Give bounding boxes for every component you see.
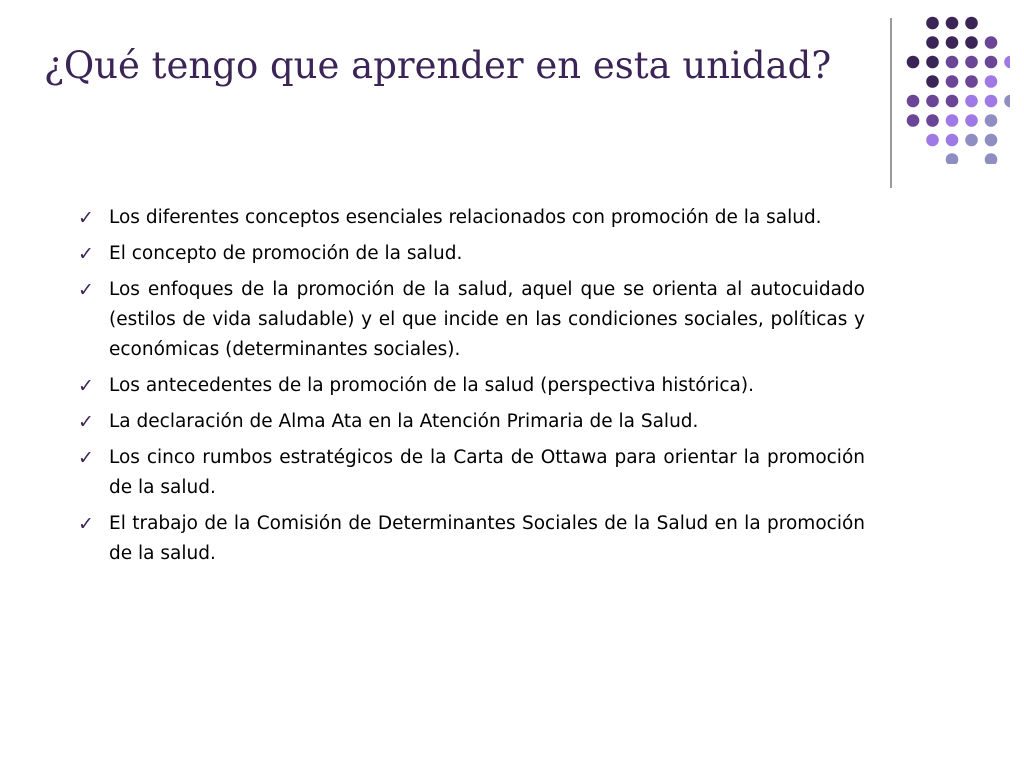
bullet-text: Los cinco rumbos estratégicos de la Carta de Ottawa para orientar la promoción de la salud. (109, 447, 865, 498)
decorative-dot (985, 134, 998, 147)
decorative-dot (946, 95, 959, 108)
decorative-dot (946, 134, 959, 147)
decorative-dot (907, 114, 920, 127)
bullet-text: El trabajo de la Comisión de Determinantes Sociales de la Salud en la promoción de la salud. (109, 513, 865, 564)
decorative-dot (946, 114, 959, 127)
decorative-dot (946, 56, 959, 69)
bullet-item (78, 203, 865, 233)
check-icon: ✓ (78, 447, 94, 469)
bullet-item (78, 443, 865, 503)
bullet-item (78, 275, 865, 365)
decorative-dot (926, 36, 939, 49)
decorative-dot (965, 36, 978, 49)
decorative-dot (926, 95, 939, 108)
bullet-text: Los diferentes conceptos esenciales relacionados con promoción de la salud. (109, 207, 822, 228)
check-icon: ✓ (78, 375, 94, 397)
check-icon: ✓ (78, 207, 94, 229)
check-icon: ✓ (78, 411, 94, 433)
decorative-dot (965, 17, 978, 30)
decorative-dot (926, 17, 939, 30)
check-icon: ✓ (78, 279, 94, 301)
decorative-dot (907, 95, 920, 108)
bullet-text: El concepto de promoción de la salud. (109, 243, 463, 264)
decorative-dot (965, 95, 978, 108)
decorative-dot (1004, 56, 1010, 69)
bullet-item (78, 509, 865, 569)
decorative-dot (965, 134, 978, 147)
decorative-dot (985, 75, 998, 88)
decorative-dot (946, 36, 959, 49)
decorative-dot (946, 17, 959, 30)
bullet-text: Los antecedentes de la promoción de la salud (perspectiva histórica). (109, 375, 754, 396)
bullet-list (78, 203, 865, 575)
decorative-dot (965, 114, 978, 127)
decorative-dot-grid (906, 16, 1010, 164)
slide-title: ¿Qué tengo que aprender en esta unidad? (44, 44, 832, 87)
decorative-dot (985, 36, 998, 49)
bullet-item (78, 371, 865, 401)
decorative-dot (926, 114, 939, 127)
decorative-dot (926, 134, 939, 147)
check-icon: ✓ (78, 243, 94, 265)
decorative-dot (946, 153, 959, 164)
decorative-dot (965, 75, 978, 88)
decorative-dot (926, 56, 939, 69)
bullet-item (78, 407, 865, 437)
bullet-text: La declaración de Alma Ata en la Atención Primaria de la Salud. (109, 411, 699, 432)
bullet-text: Los enfoques de la promoción de la salud, aquel que se orienta al autocuidado (estilos de vida saludable) y el que incide en las condiciones sociales, políticas y económicas (determinantes sociales). (109, 279, 865, 360)
decorative-dot (946, 75, 959, 88)
decorative-dot (926, 75, 939, 88)
decorative-dot (965, 56, 978, 69)
check-icon: ✓ (78, 513, 94, 535)
decorative-dot (985, 153, 998, 164)
bullet-item (78, 239, 865, 269)
decorative-dot (985, 95, 998, 108)
vertical-divider (890, 18, 892, 188)
decorative-dot (907, 56, 920, 69)
decorative-dot (1004, 95, 1010, 108)
decorative-dot (985, 114, 998, 127)
decorative-dot (985, 56, 998, 69)
